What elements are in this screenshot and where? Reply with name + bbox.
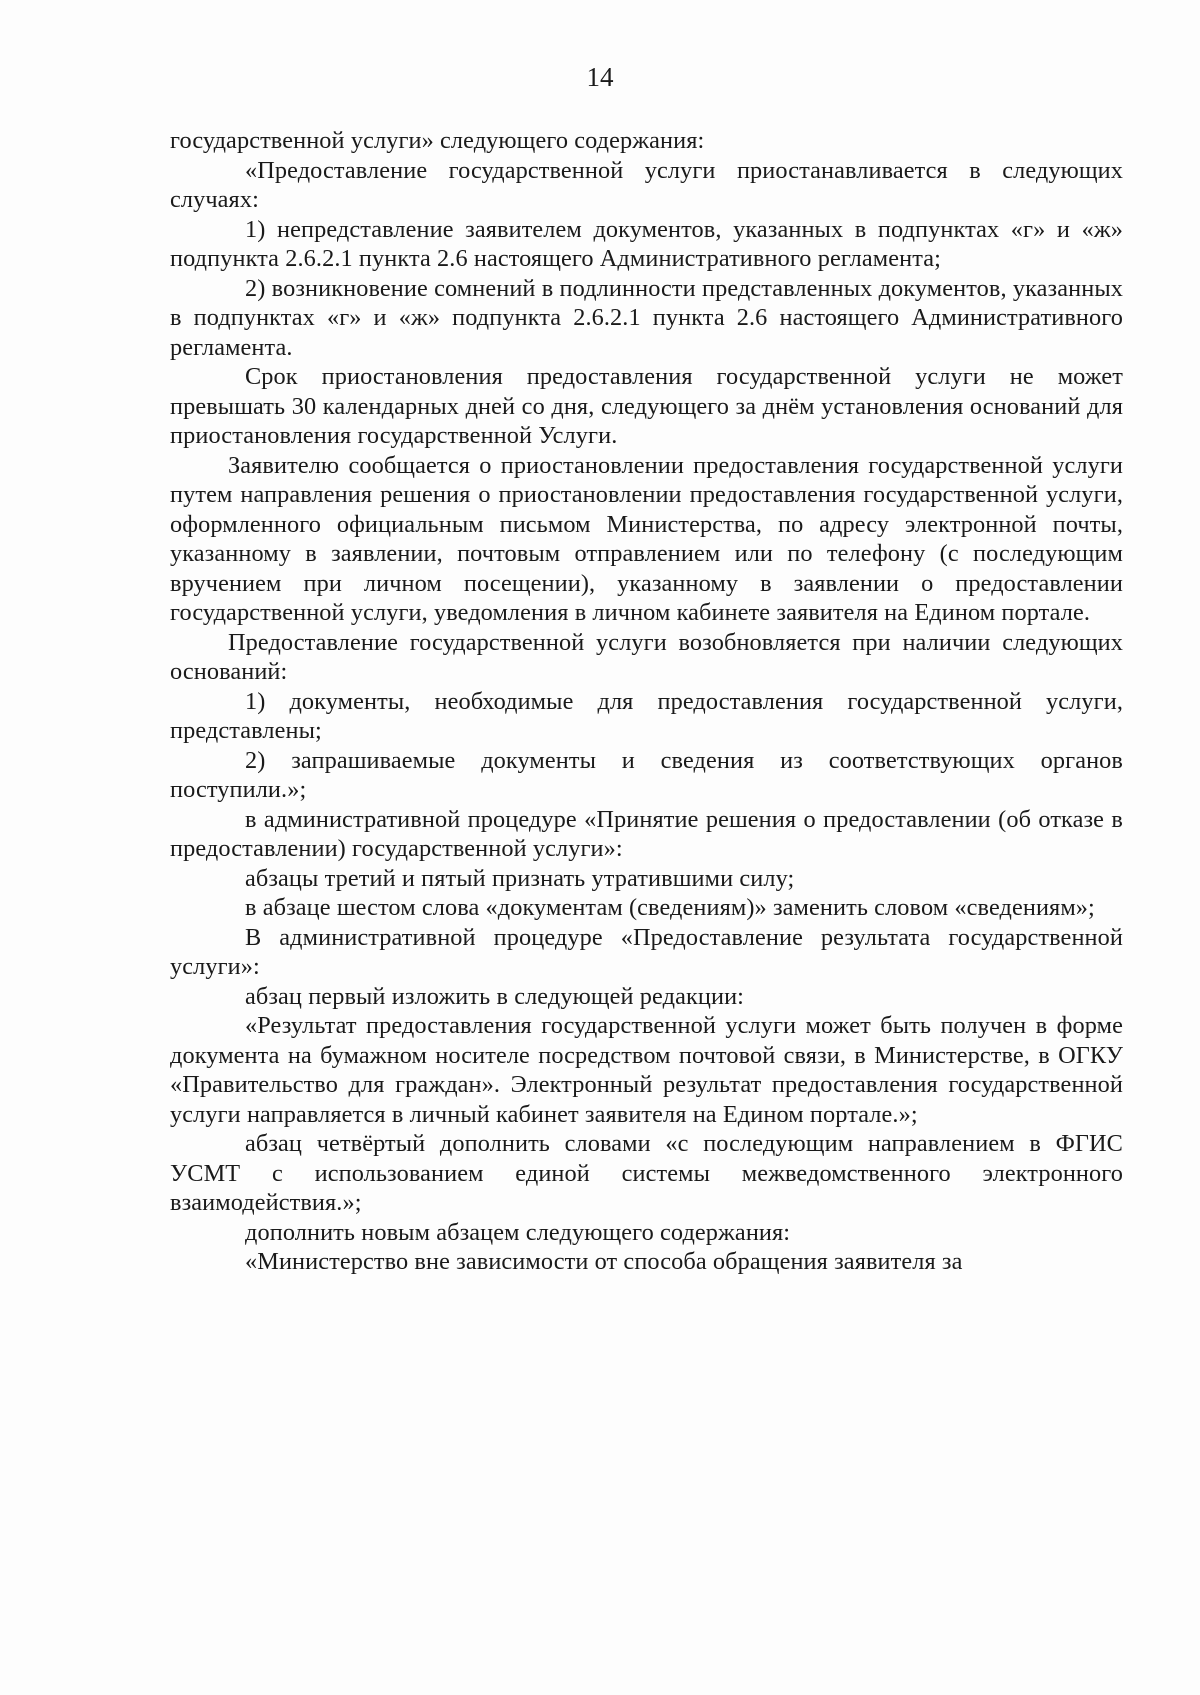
paragraph-continuation: государственной услуги» следующего содержания:	[170, 127, 705, 154]
paragraph-result-amend-4: абзац четвёртый дополнить словами «с последующим направлением в ФГИС УСМТ с использованием единой системы межведомственного электронного взаимодействия.»;	[170, 1130, 1123, 1216]
paragraph-resumption-intro: Предоставление государственной услуги возобновляется при наличии следующих оснований:	[170, 628, 1123, 685]
paragraph-result-text: «Результат предоставления государственной услуги может быть получен в форме документа на бумажном носителе посредством почтовой связи, в Министерстве, в ОГКУ «Правительство для граждан». Электронный результат предоставления государственной услуги направляется в личный кабинет заявителя на Едином портале.»;	[170, 1012, 1123, 1128]
paragraph-suspension-item-2: 2) возникновение сомнений в подлинности представленных документов, указанных в подпунктах «г» и «ж» подпункта 2.6.2.1 пункта 2.6 настоящего Административного регламента.	[170, 274, 1123, 361]
document-body	[170, 126, 1123, 1277]
paragraph-resumption-item-2: 2) запрашиваемые документы и сведения из соответствующих органов поступили.»;	[170, 746, 1123, 803]
paragraph-new-paragraph-intro: дополнить новым абзацем следующего содержания:	[245, 1218, 791, 1246]
paragraph-result-procedure: В административной процедуре «Предоставление результата государственной услуги»:	[170, 923, 1123, 980]
paragraph-suspension-intro: «Предоставление государственной услуги приостанавливается в следующих случаях:	[170, 156, 1123, 213]
page-number: 14	[586, 62, 614, 92]
paragraph-resumption-item-1: 1) документы, необходимые для предоставления государственной услуги, представлены;	[170, 687, 1123, 744]
paragraph-decision-amend-2: в абзаце шестом слова «документам (сведениям)» заменить словом «сведениям»;	[245, 894, 1095, 921]
paragraph-applicant-notice: Заявителю сообщается о приостановлении предоставления государственной услуги путем направления решения о приостановлении предоставления государственной услуги, оформленного официальным письмом Министерства, по адресу электронной почты, указанному в заявлении, почтовым отправлением или по телефону (с последующим вручением при личном посещении), указанному в заявлении о предоставлении государственной услуги, уведомления в личном кабинете заявителя на Едином портале.	[170, 451, 1123, 626]
paragraph-suspension-term: Срок приостановления предоставления государственной услуги не может превышать 30 календарных дней со дня, следующего за днём установления оснований для приостановления государственной Услуги.	[170, 363, 1123, 449]
paragraph-result-amend-1: абзац первый изложить в следующей редакции:	[245, 982, 745, 1010]
paragraph-ministry-text: «Министерство вне зависимости от способа обращения заявителя за	[245, 1248, 963, 1275]
paragraph-decision-procedure: в административной процедуре «Принятие решения о предоставлении (об отказе в предоставлении) государственной услуги»:	[170, 805, 1123, 862]
paragraph-decision-amend-1: абзацы третий и пятый признать утратившими силу;	[245, 864, 795, 892]
paragraph-suspension-item-1: 1) непредставление заявителем документов, указанных в подпунктах «г» и «ж» подпункта 2.6.2.1 пункта 2.6 настоящего Административного регламента;	[170, 215, 1123, 272]
